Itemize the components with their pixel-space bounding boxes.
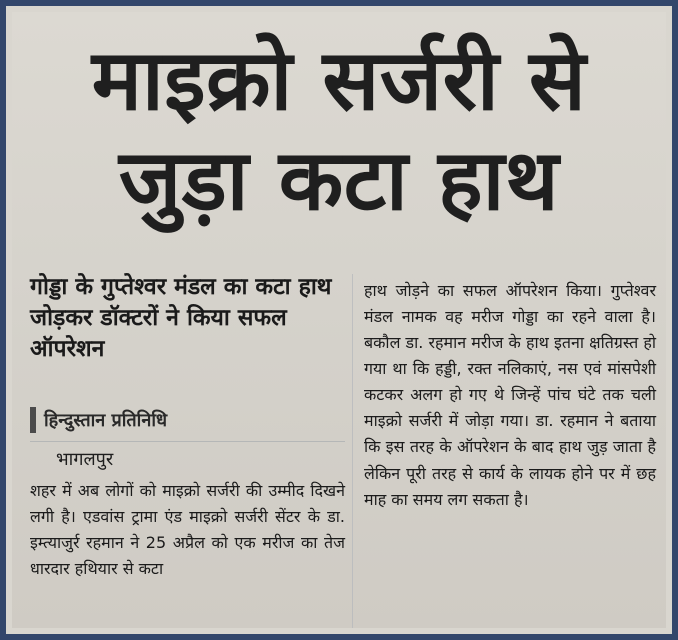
byline-block	[30, 405, 330, 435]
headline-line-2: जुड़ा कटा हाथ	[118, 131, 560, 229]
column-divider	[352, 274, 353, 628]
dateline: भागलपुर	[56, 449, 114, 470]
byline-divider	[30, 441, 345, 442]
byline: हिन्दुस्तान प्रतिनिधि	[44, 410, 168, 431]
headline-line-1: माइक्रो सर्जरी से	[91, 31, 587, 129]
article-body-right-column: हाथ जोड़ने का सफल ऑपरेशन किया। गुप्तेश्वर मंडल नामक वह मरीज गोड्डा का रहने वाला है। बकौल डा. रहमान मरीज के हाथ इतना क्षतिग्रस्त हो गया था कि हड्डी, रक्त नलिकाएं, नस एवं मांसपेशी कटकर अलग हो गए थे जिन्हें पांच घंटे तक चली माइक्रो सर्जरी में जोड़ा गया। डा. रहमान ने बताया कि इस तरह के ऑपरेशन के बाद हाथ जुड़ जाता है लेकिन पूरी तरह से कार्य के लायक होने पर में छह माह का समय लग सकता है।	[364, 281, 656, 509]
subheadline: गोड्डा के गुप्तेश्वर मंडल का कटा हाथ जोड़कर डॉक्टरों ने किया सफल ऑपरेशन	[30, 274, 332, 362]
byline-marker	[30, 407, 36, 433]
article-body-left-column: शहर में अब लोगों को माइक्रो सर्जरी की उम्मीद दिखने लगी है। एडवांस ट्रामा एंड माइक्रो सर्जरी सेंटर के डा. इम्त्याजुर्र रहमान ने 25 अप्रैल को एक मरीज का तेज धारदार हथियार से कटा	[30, 481, 345, 579]
newspaper-clipping	[12, 12, 666, 628]
